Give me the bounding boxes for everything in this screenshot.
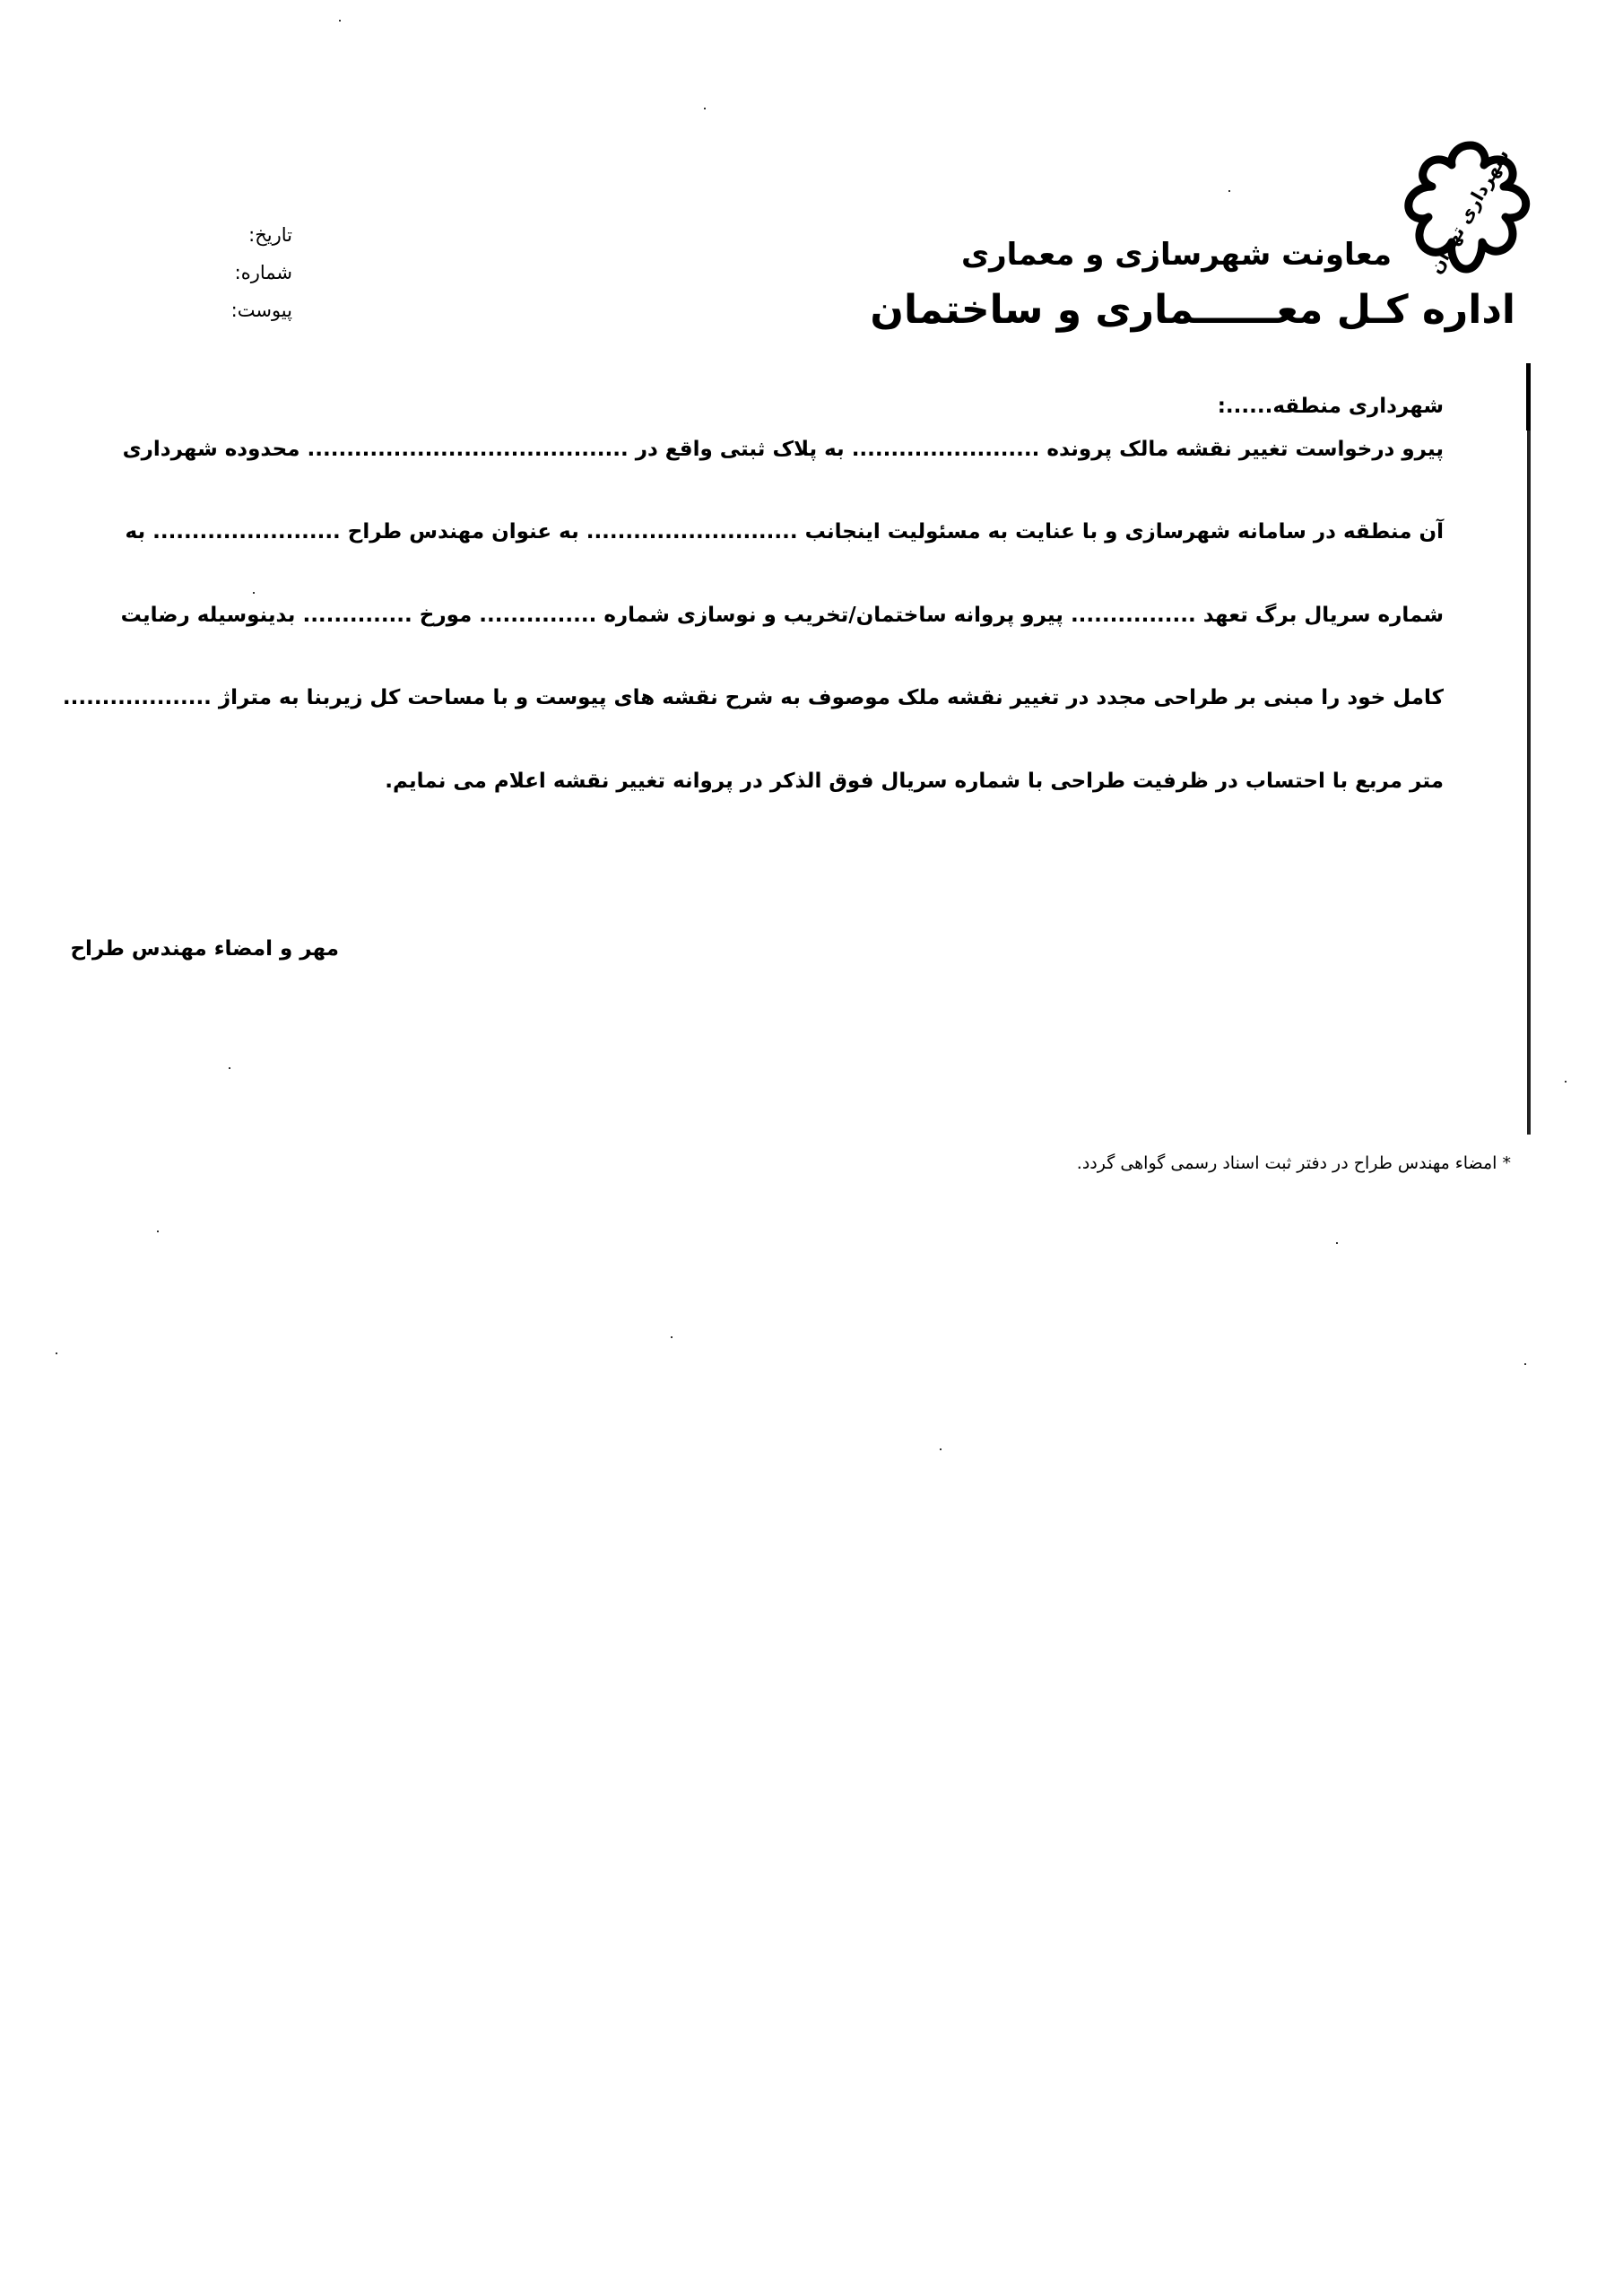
scan-speck <box>1524 1363 1526 1365</box>
letter-line: کامل خود را مبنی بر طراحی مجدد در تغییر نقشه ملک موصوف به شرح نقشه های پیوست و با مساحت کل زیربنا به متراژ ................... <box>62 686 1444 709</box>
letter-line: متر مربع با احتساب در ظرفیت طراحی با شماره سریال فوق الذکر در پروانه تغییر نقشه اعلام می نمایم. <box>385 770 1444 793</box>
scan-speck <box>253 592 255 594</box>
deputy-title: معاونت شهرسازی و معماری <box>960 237 1392 273</box>
attachment-label: پیوست: <box>230 300 292 321</box>
logo-text: شهرداری تهران <box>1424 144 1514 278</box>
municipality-logo <box>1394 135 1547 283</box>
scan-speck <box>1228 190 1230 192</box>
scan-speck <box>1565 1081 1567 1083</box>
letter-line: آن منطقه در سامانه شهرسازی و با عنایت به مسئولیت اینجانب ........................... به عنوان مهندس طراح ........................ به <box>125 520 1444 544</box>
margin-rule-top <box>1526 363 1531 430</box>
scan-speck <box>671 1336 673 1338</box>
scan-speck <box>157 1231 159 1232</box>
margin-rule <box>1527 363 1531 1135</box>
date-label: تاریخ: <box>248 224 292 246</box>
addressee: شهرداری منطقه......: <box>1217 395 1444 418</box>
number-label: شماره: <box>234 262 292 283</box>
footnote: * امضاء مهندس طراح در دفتر ثبت اسناد رسمی گواهی گردد. <box>1076 1153 1511 1173</box>
scan-speck <box>339 20 341 22</box>
scan-speck <box>56 1352 57 1354</box>
scan-speck <box>704 108 706 109</box>
scan-speck <box>940 1448 942 1450</box>
letter-line: شماره سریال برگ تعهد ................ پیرو پروانه ساختمان/تخریب و نوسازی شماره ............... مورخ .............. بدینوسیله رضایت <box>120 604 1444 627</box>
scan-speck <box>1336 1242 1338 1244</box>
signature-label: مهر و امضاء مهندس طراح <box>70 937 339 961</box>
letter-line: پیرو درخواست تغییر نقشه مالک پرونده ........................ به پلاک ثبتی واقع در ......................................... محدوده شهرداری <box>122 438 1444 461</box>
scan-speck <box>229 1067 230 1069</box>
office-title: اداره کـل معــــــماری و ساختمان <box>870 287 1515 333</box>
